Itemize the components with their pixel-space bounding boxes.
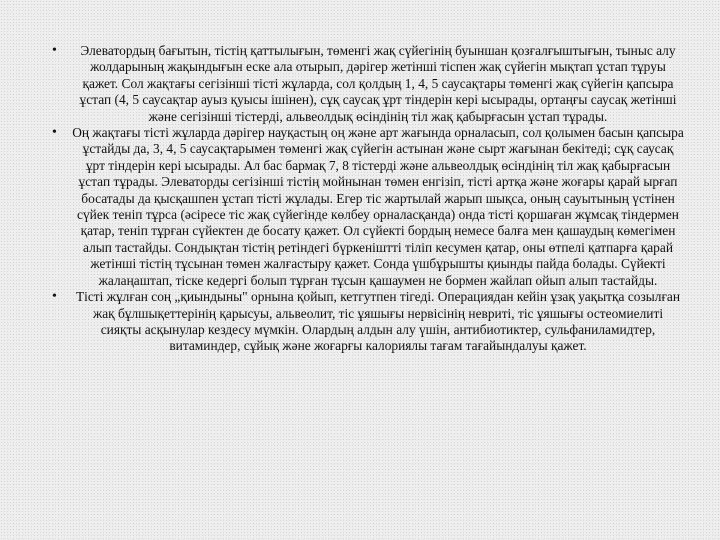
bullet-marker: •: [52, 43, 57, 58]
bullet-text-2: Оң жақтағы тісті жұларда дәрігер науқастың оң және арт жағында орналасып, сол қолымен басын қапсыра ұстайды да, 3, 4, 5 саусақтарымен төменгі жақ сүйегін астынан және сырт жағынан бекітеді; сұқ саусақ ұрт тіндерін кері ысырады. Ал бас бармақ 7, 8 тістерді және альвеолдық өсіндінің тіл жақ қабырғасын ұстап тұрады. Элеваторды сегізінші тістің мойнынан төмен енгізіп, тісті артқа және жоғары қарай ырғап босатады да қысқашпен ұстап тісті жұлады. Егер тіс жартылай жарып шықса, оның сауытының үстінен сүйек теніп тұрса (әсіресе тіс жақ сүйегінде көлбеу орналасқанда) онда тісті қоршаған жұмсақ тіндермен қатар, теніп тұрған сүйектен де босату қажет. Ол сүйекті бордың немесе балға мен қашаудың көмегімен алып тастайды. Сондықтан тістің ретіндегі бүркеніштті тіліп кесумен қатар, оны өтпелі қатпарға қарай жетінші тістің тұсынан төмен жалғастыру қажет. Сонда үшбұрышты қиынды пайда болады. Сүйекті жалаңаштап, тіске кедергі болып тұрған тұсын қашаумен не бормен жайлап ойып алып тастайды.: [72, 125, 684, 288]
bullet-item-3: [48, 289, 684, 355]
bullet-marker: •: [52, 289, 57, 305]
bullet-text-3: Тісті жұлған соң „қиындыны" орнына қойып, кетгутпен тігеді. Операциядан кейін ұзақ уақытқа созылған жақ бұлшықеттерінің қарысуы, альвеолит, тіс ұяшығы нервісінің невриті, тіс ұяшығы остеомиелиті сияқты асқынулар кездесу мүмкін. Олардың алдын алу үшін, антибиотиктер, сульфаниламидтер, витаминдер, сұйық және жоғарғы калориялы тағам тағайындалуы қажет.: [75, 289, 681, 354]
bullet-item-1: [48, 43, 684, 125]
bullet-text-1: Элеватордың бағытын, тістің қаттылығын, төменгі жақ сүйегінің буыншан қозғалғыштығын, тыныс алу жолдарының жақындығын еске ала отырып, дәрігер жетінші тіспен жақ сүйегін мықтап ұстап тұруы қажет. Сол жақтағы сегізінші тісті жұларда, сол қолдың 1, 4, 5 саусақтары төменгі жақ сүйегін қапсыра ұстап (4, 5 саусақтар ауыз қуысы ішінен), сұқ саусақ ұрт тіндерін кері ысырады, ортаңғы саусақ жетінші және сегізінші тістерді, альвеолдық өсіндінің тіл жақ қабырғасын ұстап тұрады.: [79, 43, 677, 124]
slide-content: [48, 43, 684, 355]
bullet-item-2: [48, 125, 684, 289]
bullet-marker: •: [52, 125, 57, 141]
